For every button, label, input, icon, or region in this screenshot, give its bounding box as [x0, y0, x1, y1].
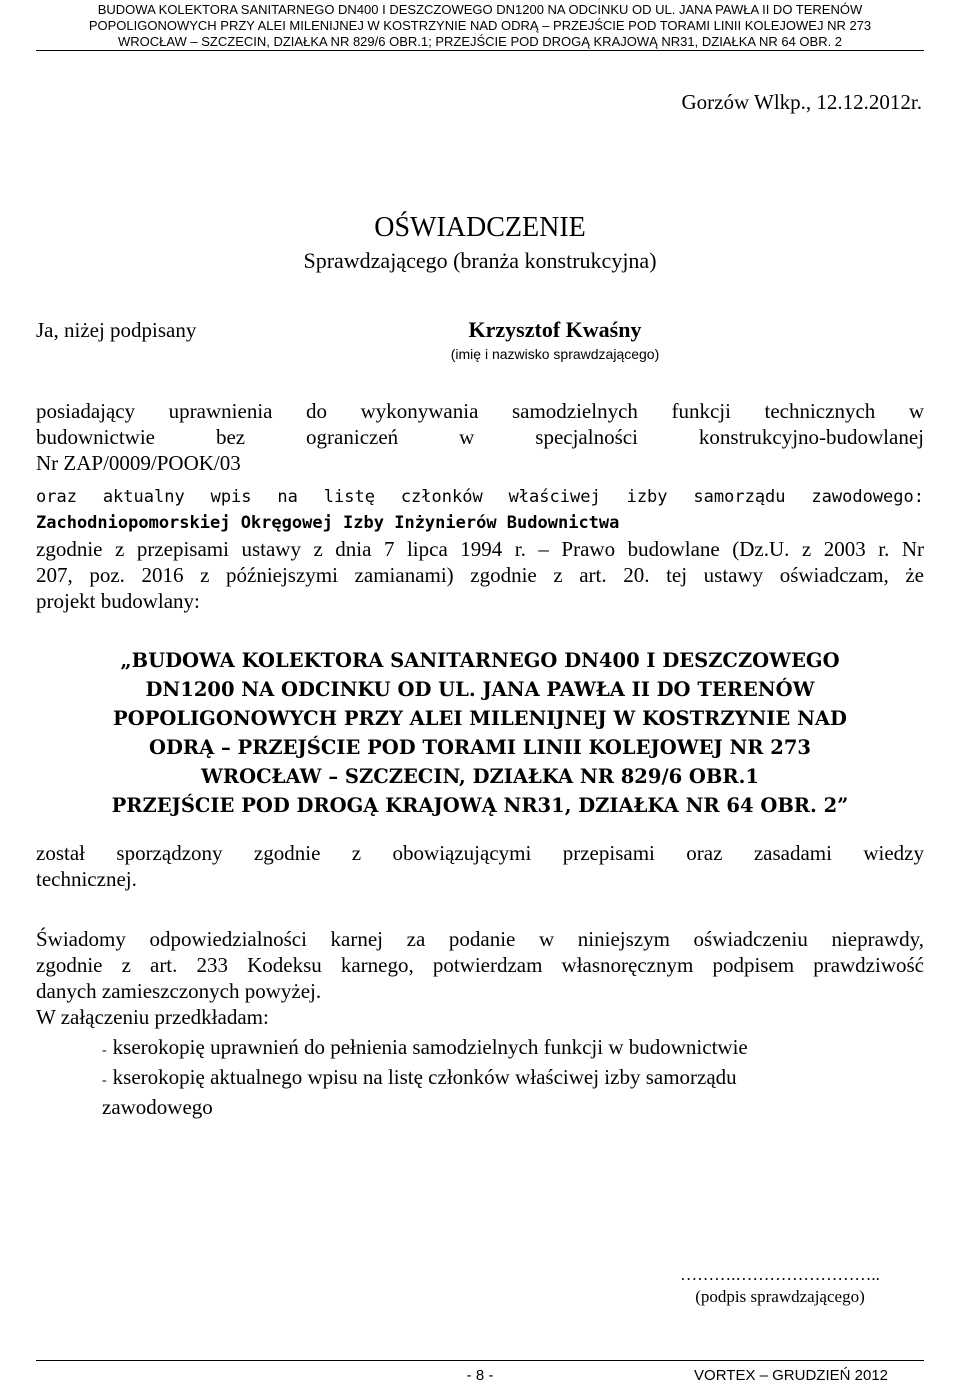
list-item: [102, 1064, 902, 1094]
header-line-3: WROCŁAW – SZCZECIN, DZIAŁKA NR 829/6 OBR.1; PRZEJŚCIE POD DROGĄ KRAJOWĄ NR31, DZIAŁKA NR 64 OBR. 2: [117, 34, 843, 49]
statute-paragraph: [36, 536, 924, 614]
attachments-list: [102, 1034, 902, 1121]
statute-line-1: zgodnie z przepisami ustawy z dnia 7 lipca 1994 r. – Prawo budowlane (Dz.U. z 2003 r. Nr: [36, 537, 924, 561]
statute-line-3: projekt budowlany:: [36, 589, 200, 613]
header-line-2: POPOLIGONOWYCH PRZY ALEI MILENIJNEJ W KOSTRZYNIE NAD ODRĄ – PRZEJŚCIE POD TORAMI LINII KOLEJOWEJ NR 273: [88, 18, 872, 33]
project-line-4: ODRĄ – PRZEJŚCIE POD TORAMI LINII KOLEJOWEJ NR 273: [149, 736, 811, 759]
conformity-line-2: technicznej.: [36, 867, 137, 891]
header-line-1: BUDOWA KOLEKTORA SANITARNEGO DN400 I DESZCZOWEGO DN1200 NA ODCINKU OD UL. JANA PAWŁA II DO TERENÓW: [97, 2, 863, 17]
list-item: [102, 1034, 902, 1064]
statute-line-2: 207, poz. 2016 z późniejszymi zamianami) zgodnie z art. 20. tej ustawy oświadczam, że: [36, 563, 924, 587]
conformity-line-1: został sporządzony zgodnie z obowiązującymi przepisami oraz zasadami wiedzy: [36, 841, 924, 865]
liability-line-1: Świadomy odpowiedzialności karnej za podanie w niniejszym oświadczeniu nieprawdy,: [36, 927, 924, 951]
footer-rule: [36, 1360, 924, 1361]
license-number: Nr ZAP/0009/POOK/03: [36, 451, 241, 475]
document-header: [0, 2, 960, 50]
project-line-6: PRZEJŚCIE POD DROGĄ KRAJOWĄ NR31, DZIAŁKA NR 64 OBR. 2”: [111, 794, 849, 817]
liability-line-3: danych zamieszczonych powyżej.: [36, 979, 322, 1003]
page-number: - 8 -: [466, 1367, 494, 1384]
document-subtitle: Sprawdzającego (branża konstrukcyjna): [303, 248, 657, 273]
chamber-name: Zachodniopomorskiej Okręgowej Izby Inżynierów Budownictwa: [36, 513, 620, 533]
liability-line-2: zgodnie z art. 233 Kodeksu karnego, potwierdzam własnoręcznym podpisem prawdziwość: [36, 953, 924, 977]
project-line-1: „BUDOWA KOLEKTORA SANITARNEGO DN400 I DESZCZOWEGO: [120, 649, 840, 672]
signature-line: ……….……………………..: [680, 1265, 880, 1284]
qualifications-line-2: budownictwie bez ograniczeń w specjalności konstrukcyjno-budowlanej: [36, 425, 924, 449]
attachments-intro: W załączeniu przedkładam:: [36, 1005, 269, 1029]
list-dash: -: [102, 1043, 107, 1058]
document-title: OŚWIADCZENIE: [374, 212, 586, 243]
attachment-2: kserokopię aktualnego wpisu na listę członków właściwej izby samorządu: [112, 1065, 737, 1089]
project-line-3: POPOLIGONOWYCH PRZY ALEI MILENIJNEJ W KOSTRZYNIE NAD: [113, 707, 847, 730]
list-dash: -: [102, 1073, 107, 1088]
qualifications-line-1: posiadający uprawnienia do wykonywania samodzielnych funkcji technicznych w: [36, 399, 924, 423]
signer-caption: (imię i nazwisko sprawdzającego): [450, 346, 660, 362]
signature-caption: (podpis sprawdzającego): [695, 1287, 865, 1306]
liability-paragraph: [36, 926, 924, 1030]
attachment-2-continued: zawodowego: [102, 1095, 213, 1119]
conformity-paragraph: [36, 840, 924, 892]
signer-name: Krzysztof Kwaśny: [468, 317, 642, 342]
signer-lead: Ja, niżej podpisany: [36, 318, 197, 342]
document-date: Gorzów Wlkp., 12.12.2012r.: [681, 90, 922, 114]
project-line-5: WROCŁAW – SZCZECIN, DZIAŁKA NR 829/6 OBR.1: [201, 765, 759, 788]
qualifications-paragraph: [36, 398, 924, 476]
project-line-2: DN1200 NA ODCINKU OD UL. JANA PAWŁA II DO TERENÓW: [145, 678, 815, 701]
footer-company-date: VORTEX – GRUDZIEŃ 2012: [694, 1367, 888, 1384]
attachment-1: kserokopię uprawnień do pełnienia samodzielnych funkcji w budownictwie: [112, 1035, 748, 1059]
chamber-paragraph: [36, 484, 924, 536]
header-rule: [36, 50, 924, 51]
project-title: [36, 646, 924, 820]
chamber-line-1: oraz aktualny wpis na listę członków właściwej izby samorządu zawodowego:: [36, 487, 924, 507]
